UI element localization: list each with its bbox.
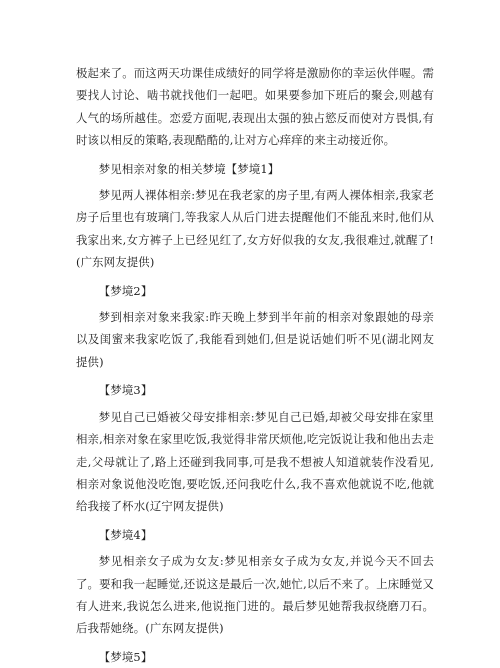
- section-heading-dream-4: 【梦境4】: [98, 527, 153, 542]
- section-heading-dream-3: 【梦境3】: [98, 383, 153, 398]
- section-heading-dream-1: 梦见相亲对象的相关梦境【梦境1】: [98, 161, 280, 176]
- section-heading-dream-5: 【梦境5】: [98, 649, 153, 664]
- section-heading-dream-2: 【梦境2】: [98, 283, 153, 298]
- dream-3-paragraph: 梦见自己已婚被父母安排相亲:梦见自己已婚,却被父母安排在家里相亲,相亲对象在家里吃饭,我觉得非常厌烦他,吃完饭说让我和他出去走走,父母就让了,路上还碰到我同事,可是我不想被人知道就装作没看见,相亲对象说他没吃饱,要吃饭,还问我吃什么,我不喜欢他就说不吃,他就给我接了杯水(辽宁网友提供): [76, 409, 434, 514]
- dream-1-paragraph: 梦见两人裸体相亲:梦见在我老家的房子里,有两人裸体相亲,我家老房子后里也有玻璃门,等我家人从后门进去提醒他们不能乱来时,他们从我家出来,女方裤子上已经见红了,女方好似我的女友,我很难过,就醒了!(广东网友提供): [76, 188, 434, 270]
- continuation-paragraph: 极起来了。而这两天功课佳成绩好的同学将是激励你的幸运伙伴喔。需要找人讨论、啮书就找他们一起吧。如果要参加下班后的聚会,则越有人气的场所越佳。恋爱方面呢,表现出太强的独占慾反而使对方畏惧,有时该以相反的策略,表现酷酷的,让对方心痒痒的来主动接近你。: [76, 66, 434, 148]
- dream-4-paragraph: 梦见相亲女子成为女友:梦见相亲女子成为女友,并说今天不回去了。要和我一起睡觉,还说这是最后一次,她忙,以后不来了。上床睡觉又有人进来,我说怎么进来,他说拖门进的。最后梦见她帮我叔绕磨刀石。后我帮她绕。(广东网友提供): [76, 554, 434, 636]
- dream-2-paragraph: 梦到相亲对象来我家:昨天晚上梦到半年前的相亲对象跟她的母亲以及闺蜜来我家吃饭了,我能看到她们,但是说话她们听不见(湖北网友提供): [76, 310, 434, 369]
